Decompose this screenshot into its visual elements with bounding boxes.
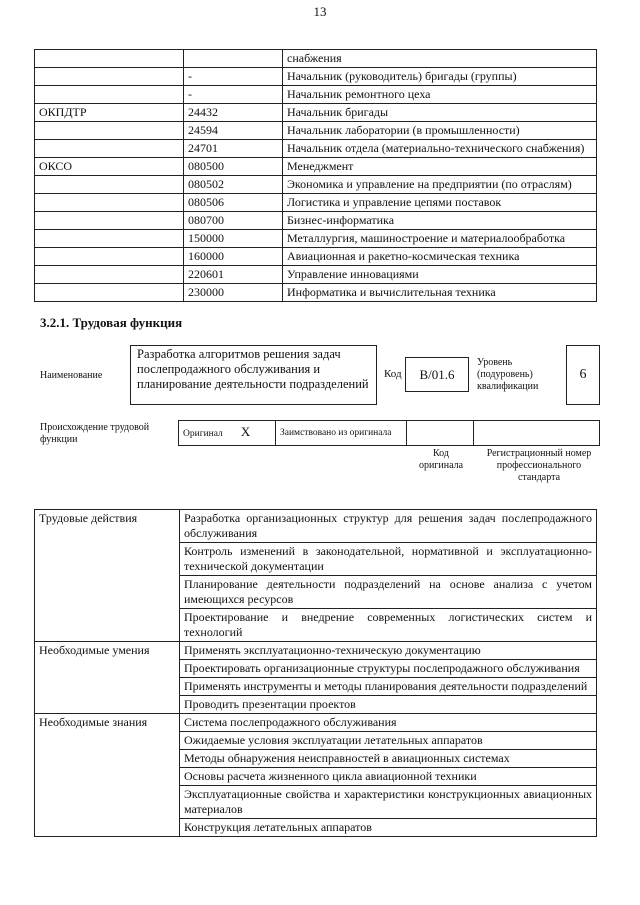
table-row	[35, 194, 597, 212]
code-cell	[184, 50, 283, 68]
labor-action-item: Контроль изменений в законодательной, нормативной и эксплуатационно-технической документации	[180, 543, 597, 576]
code-cell: 080506	[184, 194, 283, 212]
name-cell: Бизнес-информатика	[283, 212, 597, 230]
name-cell: Управление инновациями	[283, 266, 597, 284]
category-cell	[35, 194, 184, 212]
name-cell: Экономика и управление на предприятии (по отраслям)	[283, 176, 597, 194]
original-label: Оригинал	[183, 429, 223, 439]
table-row	[35, 104, 597, 122]
code-original-cell	[407, 421, 474, 446]
category-cell	[35, 140, 184, 158]
origin-table	[178, 420, 600, 446]
knowledge-item: Эксплуатационные свойства и характеристики конструкционных авиационных материалов	[180, 786, 597, 819]
reg-number-cell	[474, 421, 600, 446]
code-cell: 24701	[184, 140, 283, 158]
code-cell: 24432	[184, 104, 283, 122]
name-cell: Начальник бригады	[283, 104, 597, 122]
skill-item: Проводить презентации проектов	[180, 696, 597, 714]
table-row	[35, 248, 597, 266]
code-cell: -	[184, 86, 283, 104]
page-number: 13	[313, 4, 327, 19]
table-row	[35, 176, 597, 194]
origin-label: Происхождение трудовой функции	[40, 422, 150, 445]
code-cell: 150000	[184, 230, 283, 248]
category-cell	[35, 176, 184, 194]
name-cell: Начальник отдела (материально-технического снабжения)	[283, 140, 597, 158]
labor-actions-label: Трудовые действия	[35, 510, 180, 642]
table-row	[35, 642, 597, 660]
name-cell: снабжения	[283, 50, 597, 68]
table-row	[35, 510, 597, 543]
skill-item: Применять инструменты и методы планирования деятельности подразделений	[180, 678, 597, 696]
labor-action-item: Разработка организационных структур для решения задач послепродажного обслуживания	[180, 510, 597, 543]
function-details-table	[34, 509, 597, 837]
skill-item: Применять эксплуатационно-техническую документацию	[180, 642, 597, 660]
table-row	[35, 212, 597, 230]
name-cell: Начальник (руководитель) бригады (группы)	[283, 68, 597, 86]
name-cell: Авиационная и ракетно-космическая техника	[283, 248, 597, 266]
code-cell: 24594	[184, 122, 283, 140]
category-cell	[35, 50, 184, 68]
code-cell: 080500	[184, 158, 283, 176]
name-cell: Начальник ремонтного цеха	[283, 86, 597, 104]
name-cell: Логистика и управление цепями поставок	[283, 194, 597, 212]
labor-action-item: Проектирование и внедрение современных логистических систем и технологий	[180, 609, 597, 642]
category-cell	[35, 266, 184, 284]
category-cell	[35, 68, 184, 86]
section-title: 3.2.1. Трудовая функция	[40, 315, 183, 330]
category-cell	[35, 212, 184, 230]
reg-number-label: Регистрационный номер профессионального стандарта	[486, 448, 592, 483]
function-name-box: Разработка алгоритмов решения задач послепродажного обслуживания и планирование деятельности подразделений	[130, 345, 377, 405]
category-cell: ОКСО	[35, 158, 184, 176]
level-box: 6	[566, 345, 600, 405]
table-row	[35, 122, 597, 140]
code-cell: 080502	[184, 176, 283, 194]
code-cell: -	[184, 68, 283, 86]
code-cell: 080700	[184, 212, 283, 230]
function-code-box: B/01.6	[405, 357, 469, 392]
category-cell	[35, 86, 184, 104]
table-row	[35, 230, 597, 248]
table-row	[35, 86, 597, 104]
borrowed-cell: Заимствовано из оригинала	[276, 421, 407, 446]
required-knowledge-label: Необходимые знания	[35, 714, 180, 837]
category-cell	[35, 248, 184, 266]
name-cell: Начальник лаборатории (в промышленности)	[283, 122, 597, 140]
original-cell	[179, 421, 276, 446]
code-label: Код	[384, 368, 402, 380]
category-cell	[35, 230, 184, 248]
table-row	[35, 714, 597, 732]
knowledge-item: Ожидаемые условия эксплуатации летательных аппаратов	[180, 732, 597, 750]
skill-item: Проектировать организационные структуры послепродажного обслуживания	[180, 660, 597, 678]
code-cell: 160000	[184, 248, 283, 266]
code-original-label: Код оригинала	[418, 448, 464, 471]
knowledge-item: Система послепродажного обслуживания	[180, 714, 597, 732]
table-row	[35, 158, 597, 176]
category-cell: ОКПДТР	[35, 104, 184, 122]
table-row	[35, 284, 597, 302]
table-row	[35, 50, 597, 68]
name-cell: Информатика и вычислительная техника	[283, 284, 597, 302]
code-cell: 220601	[184, 266, 283, 284]
original-mark: X	[240, 424, 251, 439]
name-label: Наименование	[40, 370, 103, 381]
category-cell	[35, 284, 184, 302]
knowledge-item: Конструкция летательных аппаратов	[180, 819, 597, 837]
level-label: Уровень (подуровень) квалификации	[477, 357, 539, 392]
category-cell	[35, 122, 184, 140]
classifier-codes-table	[34, 49, 597, 302]
name-cell: Менеджмент	[283, 158, 597, 176]
labor-action-item: Планирование деятельности подразделений на основе анализа с учетом имеющихся ресурсов	[180, 576, 597, 609]
table-row	[35, 266, 597, 284]
required-skills-label: Необходимые умения	[35, 642, 180, 714]
table-row	[35, 68, 597, 86]
code-cell: 230000	[184, 284, 283, 302]
name-cell: Металлургия, машиностроение и материалообработка	[283, 230, 597, 248]
knowledge-item: Основы расчета жизненного цикла авиационной техники	[180, 768, 597, 786]
knowledge-item: Методы обнаружения неисправностей в авиационных системах	[180, 750, 597, 768]
table-row	[35, 140, 597, 158]
table-row	[179, 421, 600, 446]
